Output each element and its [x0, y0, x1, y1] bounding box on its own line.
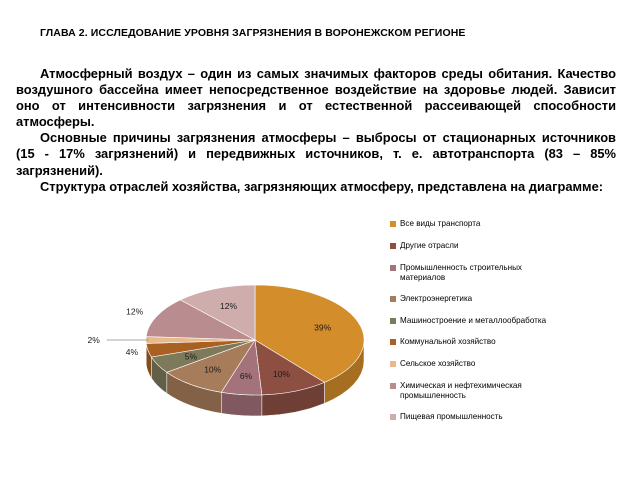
legend-swatch — [390, 339, 396, 345]
legend-swatch — [390, 221, 396, 227]
legend-label: Электроэнергетика — [400, 294, 473, 303]
paragraph-pollution-causes: Основные причины загрязнения атмосферы – выбросы от стационарных источников (15 - 17% загрязнений) и передвижных источников, т. е. автотранспорта (83 – 85% загрязнений). — [16, 130, 616, 178]
pie-label-7: 12% — [126, 306, 144, 317]
legend-label: Промышленность строительных материалов — [400, 263, 522, 282]
pie-label-0: 39% — [314, 322, 332, 333]
legend-item — [390, 337, 560, 347]
legend-item — [390, 316, 560, 326]
legend-swatch — [390, 265, 396, 271]
legend-item — [390, 263, 560, 283]
pie-label-8: 12% — [220, 301, 238, 312]
legend-swatch — [390, 383, 396, 389]
legend-swatch — [390, 414, 396, 420]
legend-swatch — [390, 318, 396, 324]
legend-label: Химическая и нефтехимическая промышленность — [400, 381, 522, 400]
pie-label-3: 10% — [204, 364, 222, 375]
pie-side-2 — [221, 392, 262, 416]
legend-swatch — [390, 296, 396, 302]
legend-item — [390, 381, 560, 401]
paragraph-chart-intro: Структура отраслей хозяйства, загрязняющих атмосферу, представлена на диаграмме: — [40, 178, 604, 194]
legend-label: Машиностроение и металлообработка — [400, 316, 547, 325]
legend-label: Коммунальной хозяйство — [400, 337, 496, 346]
pie-tops — [146, 285, 364, 395]
legend-label: Пищевая промышленность — [400, 412, 503, 421]
legend-item — [390, 241, 560, 251]
legend-item — [390, 412, 560, 422]
legend-item — [390, 294, 560, 304]
chart-legend — [390, 219, 560, 434]
pie-label-1: 10% — [272, 368, 290, 379]
legend-swatch — [390, 243, 396, 249]
legend-label: Сельское хозяйство — [400, 359, 476, 368]
pie-label-2: 6% — [239, 371, 253, 382]
chapter-heading: ГЛАВА 2. ИССЛЕДОВАНИЕ УРОВНЯ ЗАГРЯЗНЕНИЯ В ВОРОНЕЖСКОМ РЕГИОНЕ — [40, 27, 466, 39]
legend-swatch — [390, 361, 396, 367]
legend-item — [390, 359, 560, 369]
legend-label: Все виды транспорта — [400, 219, 481, 228]
paragraph-air-quality: Атмосферный воздух – один из самых значимых факторов среды обитания. Качество воздушного бассейна имеет непосредственное воздействие на здоровье людей. Зависит оно от интенсивности загрязнения и от естественной рассеивающей способности атмосферы. — [16, 66, 616, 130]
pie-label-6: 2% — [87, 335, 100, 345]
pie-label-5: 4% — [125, 346, 139, 357]
legend-label: Другие отрасли — [400, 241, 459, 250]
pie-label-4: 5% — [184, 351, 198, 362]
legend-item — [390, 219, 560, 229]
